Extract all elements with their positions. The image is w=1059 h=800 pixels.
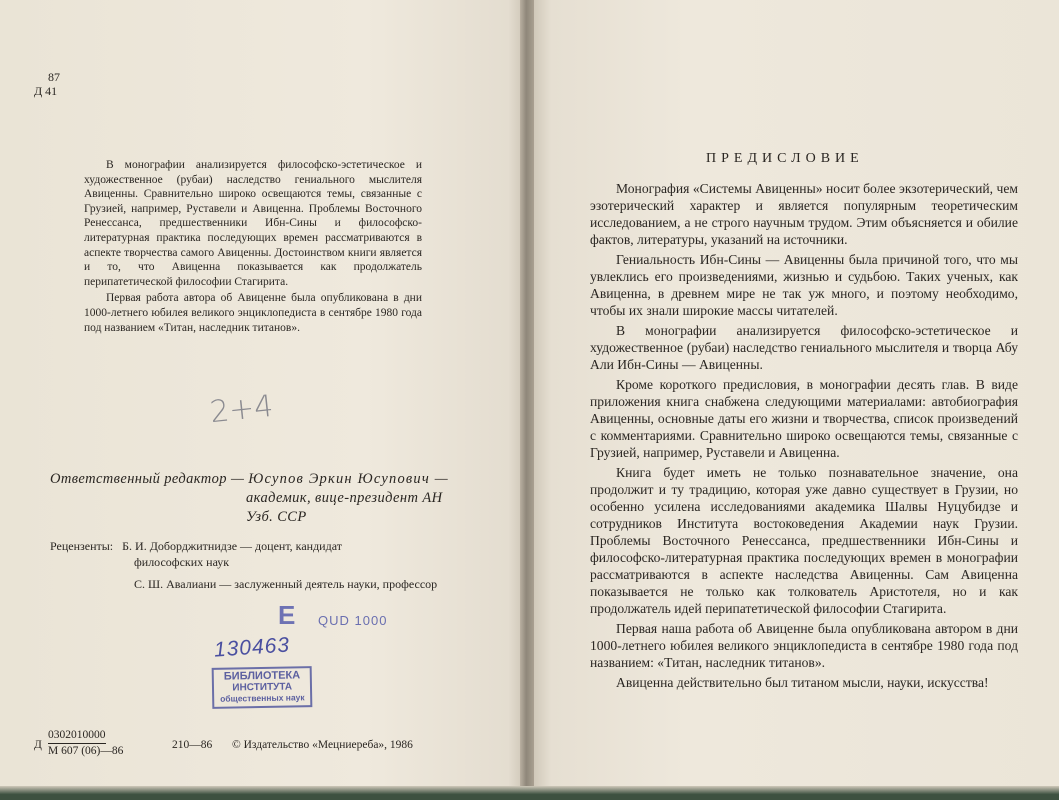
reviewer-2: С. Ш. Авалиани — заслуженный деятель науки, профессор [134, 577, 438, 591]
preface-paragraph: В монографии анализируется философско-эстетическое и художественное (рубаи) наследство гениального мыслителя и творца Абу Али Ибн-Сины — Авиценны. [590, 323, 1018, 372]
library-stamp [212, 666, 313, 709]
imprint-numerator: 0302010000 [48, 728, 106, 744]
preface-paragraph: Гениальность Ибн-Сины — Авиценны была причиной того, что мы увлеклись его произведениями, жизнью и судьбою. Таких ученых, как Авиценна, в древнем мире не так уж много, и поэтому необходимо, чтобы их знали широкие массы читателей. [590, 252, 1018, 318]
annotation [84, 158, 422, 335]
book-bottom-edge [0, 786, 1059, 800]
page-title: ПРЕДИСЛОВИЕ [706, 151, 864, 166]
annotation-paragraph: В монографии анализируется философско-эстетическое и художественное (рубаи) наследство гениального мыслителя Авиценны. Сравнительно широко освещаются темы, связанные с Грузией, например, Руставели и Авиценна. Проблемы Восточного Ренессанса, предшественники Ибн-Сины и философско-литературная практика последующих времен рассматриваются в аспекте творчества самого Авиценны. Достоинством книги является и то, что Авиценна показывается как продолжатель перипатетической философии Стагирита. [84, 159, 422, 288]
library-stamp-line: БИБЛИОТЕКА [223, 669, 301, 683]
reviewers-label: Рецензенты: [50, 539, 114, 553]
library-stamp-line: общественных наук [220, 692, 305, 704]
preface-paragraph: Авиценна действительно был титаном мысли, науки, искусства! [616, 675, 989, 690]
editor-name: Юсупов Эркин Юсупович — [248, 471, 449, 487]
preface-text [590, 180, 1018, 691]
reviewers [50, 538, 490, 592]
editor-label: Ответственный редактор — [50, 471, 245, 487]
preface-paragraph: Кроме короткого предисловия, в монографии десять глав. В виде приложения книга снабжена следующими материалами: автобиография Авиценны, основные даты его жизни и творчества, список произведений с комментариями. Сравнительно широко освещаются темы, связанные с Грузией, например, Руставели и Авиценна. [590, 377, 1018, 460]
imprint-denominator: М 607 (06)—86 [48, 745, 124, 757]
imprint-code: 210—86 [172, 739, 213, 751]
preface-paragraph: Монография «Системы Авиценны» носит более экзотерический, чем эзотерический характер и является популярным теоретическим исследованием, а не строго научным трудом. Этим объясняется и обилие фактов, литературы, указаний на источники. [590, 181, 1018, 247]
preface-paragraph: Книга будет иметь не только познавательное значение, она продолжит и ту традицию, которая уже давно существует в Грузии, но особенно усилена исследованиями академика Шалвы Нуцубидзе и сотрудников Института востоковедения Академии наук Грузии. Проблемы Восточного Ренессанса, предшественники Ибн-Сины и философско-литературная практика последующих времен в монографии рассматриваются в аспекте наследства Авиценны. Сам Авиценна показывается не только как толкователь Аристотеля, но и как продолжатель идей перипатетической философии Стагирита. [590, 465, 1018, 616]
preface-paragraph: Первая наша работа об Авиценне была опубликована автором в дни 1000-летнего юбилея великого энциклопедиста в сентябре 1980 года под названием: «Титан, наследник титанов». [590, 621, 1018, 670]
editor-title: академик, вице-президент АН [246, 490, 443, 506]
imprint [34, 728, 474, 764]
editor-title: Узб. ССР [246, 509, 307, 525]
bbk-code: Д 41 [34, 84, 58, 98]
imprint-letter: Д [34, 739, 42, 751]
library-stamp-line: ИНСТИТУТА [232, 681, 293, 694]
udc-code: 87 [48, 70, 60, 84]
publisher-imprint: © Издательство «Мецниереба», 1986 [232, 739, 413, 751]
annotation-paragraph: Первая работа автора об Авиценне была опубликована в дни 1000-летнего юбилея великого энциклопедиста в сентябре 1980 года под названием «Титан, наследник титанов». [84, 292, 422, 334]
inventory-number-stamp: 130463 [213, 633, 291, 662]
stamp-letter: E [278, 600, 296, 630]
handwritten-note: 2+4 [208, 388, 275, 431]
reviewer-1: Б. И. Доборджитнидзе — доцент, кандидат [122, 539, 342, 553]
reviewer-1-degree: философских наук [134, 555, 230, 569]
stamp-code: QUD 1000 [318, 613, 388, 628]
book-gutter [520, 0, 534, 800]
responsible-editor [50, 470, 490, 527]
